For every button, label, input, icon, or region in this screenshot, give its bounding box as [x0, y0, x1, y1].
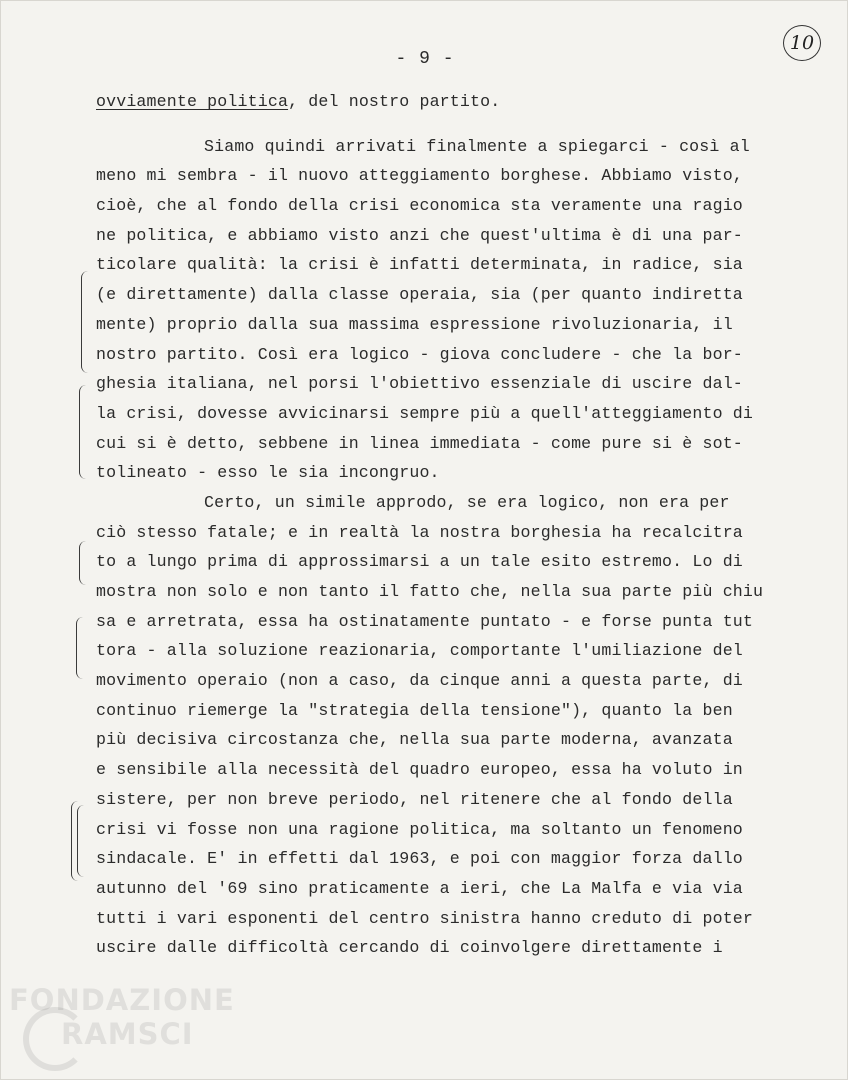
text-line: mostra non solo e non tanto il fatto che, nella sua parte più chiu: [96, 582, 764, 601]
text-line: tutti i vari esponenti del centro sinistra hanno creduto di poter: [96, 908, 754, 928]
text-line: Siamo quindi arrivati finalmente a spiegarci - così al: [204, 136, 750, 156]
text-line: Certo, un simile approdo, se era logico, non era per: [204, 492, 730, 512]
text-line: sindacale. E' in effetti dal 1963, e poi con maggior forza dallo: [96, 849, 743, 869]
page-number: - 9 -: [395, 49, 455, 69]
text-line: movimento operaio (non a caso, da cinque anni a questa parte, di: [96, 671, 743, 691]
watermark-line: FONDAZIONE: [9, 983, 235, 1017]
text-line: ticolare qualità: la crisi è infatti determinata, in radice, sia: [96, 255, 743, 275]
text-line: nostro partito. Così era logico - giova concludere - che la bor-: [96, 344, 743, 364]
underlined-text: ovviamente politica: [96, 92, 289, 111]
text-line: mente) proprio dalla sua massima espressione rivoluzionaria, il: [96, 314, 733, 334]
margin-bracket-mark: [81, 271, 88, 373]
text-line: continuo riemerge la "strategia della tensione"), quanto la ben: [96, 700, 733, 720]
text-line: sistere, per non breve periodo, nel ritenere che al fondo della: [96, 789, 733, 809]
text-line: cioè, che al fondo della crisi economica sta veramente una ragio: [96, 196, 743, 216]
handwritten-page-number: 10: [783, 25, 821, 61]
text-line: to a lungo prima di approssimarsi a un tale esito estremo. Lo di: [96, 552, 743, 572]
text-line: la crisi, dovesse avvicinarsi sempre più a quell'atteggiamento di: [96, 403, 754, 423]
margin-bracket-mark: [77, 805, 84, 877]
margin-bracket-mark: [79, 385, 86, 479]
text-line: cui si è detto, sebbene in linea immediata - come pure si è sot-: [96, 433, 743, 453]
body-text: [96, 87, 764, 963]
watermark-line: RAMSCI: [61, 1017, 194, 1051]
text-line: tolineato - esso le sia incongruo.: [96, 463, 440, 483]
watermark: [9, 983, 235, 1051]
text-line: tora - alla soluzione reazionaria, comportante l'umiliazione del: [96, 641, 743, 661]
text-line: e sensibile alla necessità del quadro europeo, essa ha voluto in: [96, 760, 743, 780]
text-line: ne politica, e abbiamo visto anzi che quest'ultima è di una par-: [96, 225, 743, 245]
text-line: ciò stesso fatale; e in realtà la nostra borghesia ha recalcitra: [96, 522, 743, 542]
text-line: ghesia italiana, nel porsi l'obiettivo essenziale di uscire dal-: [96, 374, 743, 394]
text-span: , del nostro partito.: [288, 92, 501, 111]
text-line: autunno del '69 sino praticamente a ieri, che La Malfa e via via: [96, 878, 743, 898]
text-line: crisi vi fosse non una ragione politica, ma soltanto un fenomeno: [96, 819, 743, 839]
margin-bracket-mark: [79, 541, 86, 585]
margin-bracket-mark: [76, 617, 83, 679]
text-line: uscire dalle difficoltà cercando di coinvolgere direttamente i: [96, 938, 723, 958]
text-line: [96, 87, 756, 117]
text-line: più decisiva circostanza che, nella sua parte moderna, avanzata: [96, 730, 733, 750]
text-line: sa e arretrata, essa ha ostinatamente puntato - e forse punta tut: [96, 611, 754, 631]
text-line: meno mi sembra - il nuovo atteggiamento borghese. Abbiamo visto,: [96, 166, 743, 186]
text-line: (e direttamente) dalla classe operaia, sia (per quanto indiretta: [96, 285, 743, 305]
